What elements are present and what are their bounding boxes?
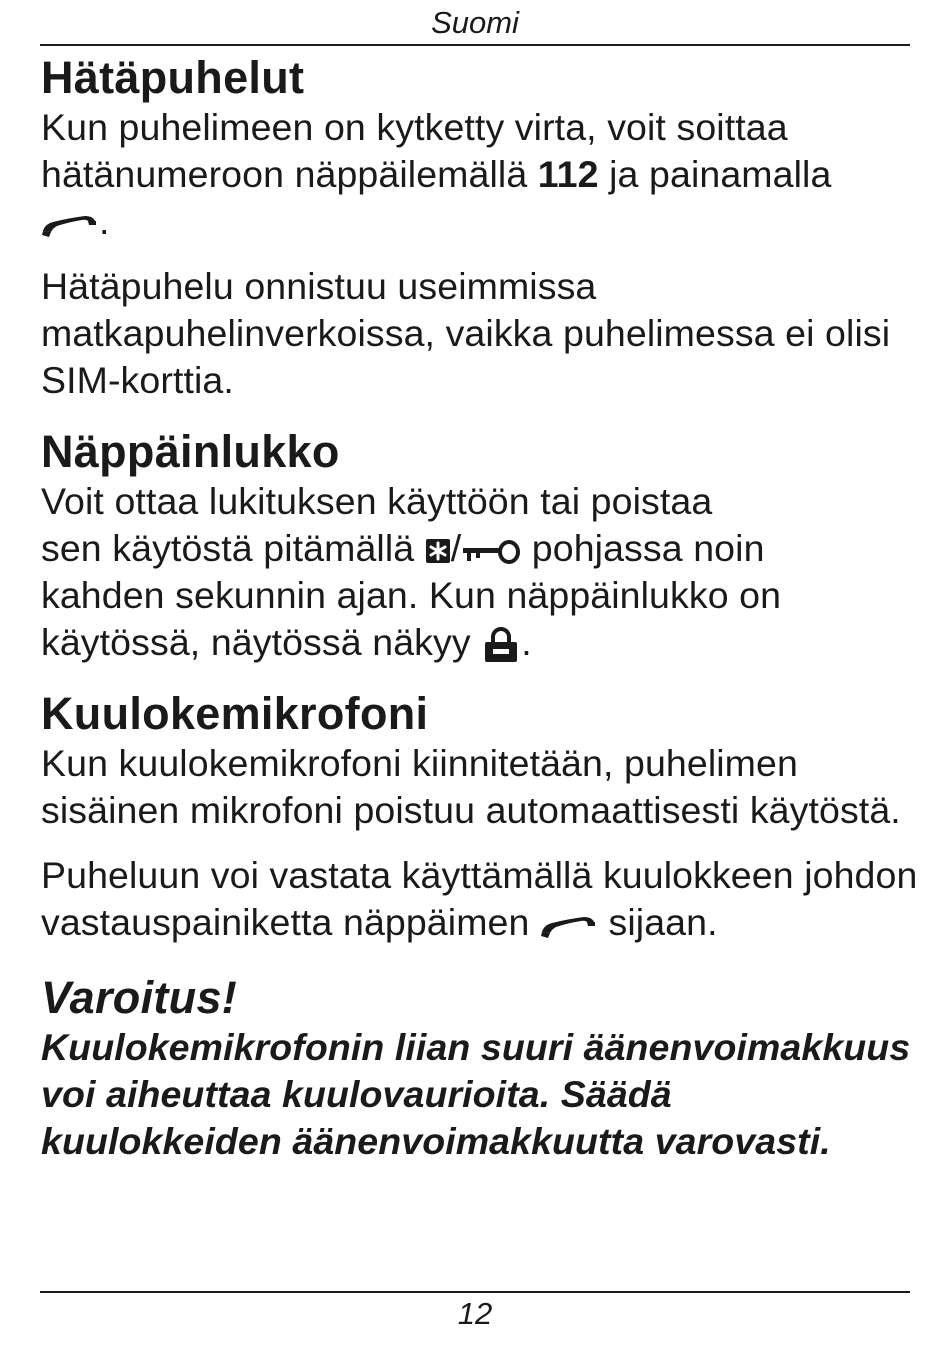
footer-rule xyxy=(40,1291,910,1293)
keylock-line-4-before: käytössä, näytössä näkyy xyxy=(41,621,482,663)
emergency-paragraph-2: Hätäpuhelu onnistuu useimmissa matkapuhelinverkoissa, vaikka puhelimessa ei olisi SIM-korttia. xyxy=(41,265,891,401)
emergency-text-before: Kun puhelimeen on kytketty virta, voit soittaa hätänumeroon näppäilemällä xyxy=(41,106,788,195)
page-header: Suomi xyxy=(431,5,519,40)
star-key-icon xyxy=(425,538,451,564)
keylock-line-2-after: pohjassa noin xyxy=(521,527,765,569)
key-icon xyxy=(461,537,521,565)
section-warning xyxy=(41,972,921,1165)
headset-paragraph-1: Kun kuulokemikrofoni kiinnitetään, puhelimen sisäinen mikrofoni poistuu automaattisesti käytöstä. xyxy=(41,742,901,831)
keylock-line-4-end: . xyxy=(521,621,532,663)
section-title-headset: Kuulokemikrofoni xyxy=(41,688,429,739)
page-number: 12 xyxy=(457,1296,493,1331)
warning-title: Varoitus! xyxy=(41,972,238,1023)
headset-text-before: Puheluun voi vastata käyttämällä kuulokkeen johdon vastauspainiketta näppäimen xyxy=(41,854,918,943)
call-key-icon xyxy=(41,210,99,238)
keylock-line-2-before: sen käytöstä pitämällä xyxy=(41,527,425,569)
warning-text: Kuulokemikrofonin liian suuri äänenvoimakkuus voi aiheuttaa kuulovaurioita. Säädä kuulokkeiden äänenvoimakkuutta varovasti. xyxy=(41,1026,911,1162)
lock-icon xyxy=(481,627,521,663)
section-title-emergency: Hätäpuhelut xyxy=(41,52,305,103)
page-content xyxy=(41,52,921,1165)
header-rule xyxy=(40,44,910,46)
section-headset xyxy=(41,688,921,946)
section-title-keylock: Näppäinlukko xyxy=(41,426,340,477)
headset-paragraph-2 xyxy=(41,852,921,946)
section-keylock xyxy=(41,426,921,666)
emergency-text-end: . xyxy=(99,200,110,242)
keylock-paragraph xyxy=(41,478,921,666)
emergency-number: 112 xyxy=(537,153,599,195)
keylock-line-3: kahden sekunnin ajan. Kun näppäinlukko on xyxy=(41,574,782,616)
keylock-line-1: Voit ottaa lukituksen käyttöön tai poistaa xyxy=(41,480,713,522)
keylock-separator: / xyxy=(450,527,462,569)
section-emergency-calls xyxy=(41,52,921,404)
emergency-paragraph-1 xyxy=(41,104,921,245)
call-key-icon xyxy=(540,911,598,939)
emergency-text-after: ja painamalla xyxy=(598,153,832,195)
headset-text-after: sijaan. xyxy=(597,901,718,943)
